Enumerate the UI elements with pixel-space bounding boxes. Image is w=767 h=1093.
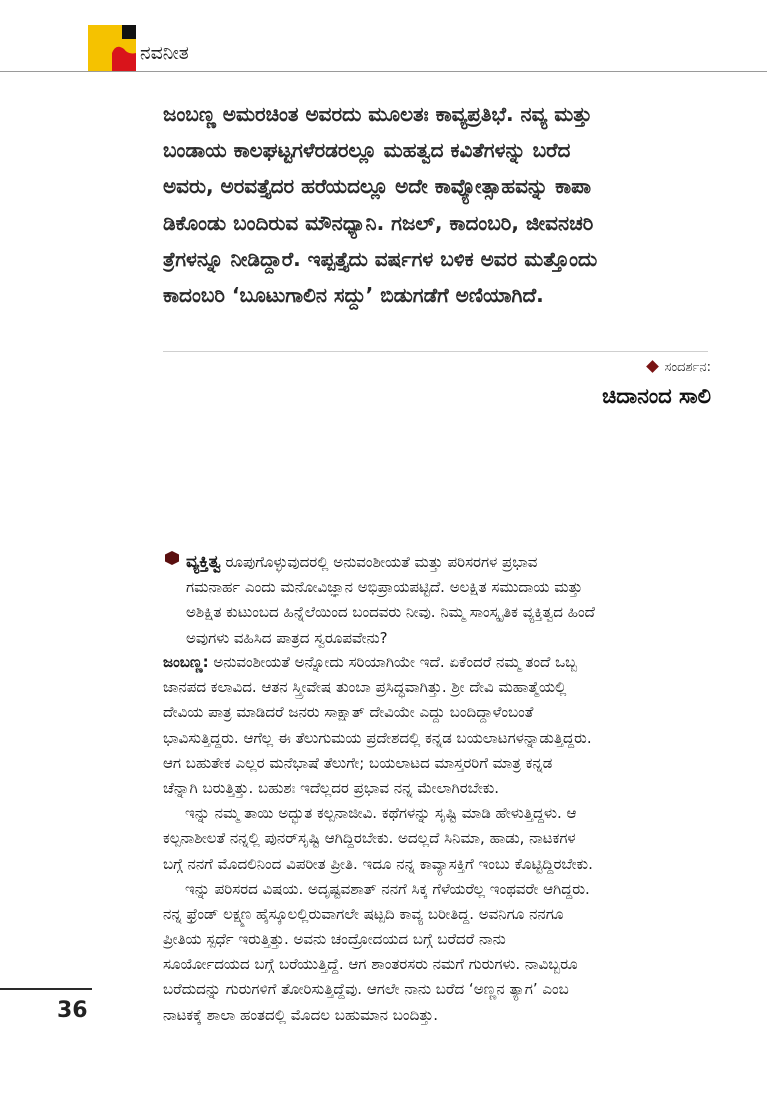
header-rule [0,71,767,72]
answer-line: ಕಲ್ಪನಾಶೀಲತೆ ನನ್ನಲ್ಲಿ ಪುನರ್‌ಸೃಷ್ಟಿ ಆಗಿದ್ದಿರಬೇಕು. ಅದಲ್ಲದೆ ಸಿನಿಮಾ, ಹಾಡು, ನಾಟಕಗಳ [163,829,576,848]
intro-paragraph [163,96,708,313]
answer-line: ನಾಟಕಕ್ಕೆ ಶಾಲಾ ಹಂತದಲ್ಲಿ ಮೊದಲ ಬಹುಮಾನ ಬಂದಿತ್ತು. [163,1005,439,1024]
question-line: ಅಶಿಕ್ಷಿತ ಕುಟುಂಬದ ಹಿನ್ನೆಲೆಯಿಂದ ಬಂದವರು ನೀವು. ನಿಮ್ಮ ಸಾಂಸ್ಕೃತಿಕ ವ್ಯಕ್ತಿತ್ವದ ಹಿಂದೆ [186,603,595,622]
question-line [163,550,708,575]
page-number: 36 [57,998,88,1023]
answer-line: ಸೂರ್ಯೋದಯದ ಬಗ್ಗೆ ಬರೆಯುತ್ತಿದ್ದೆ. ಆಗ ಶಾಂತರಸರು ನಮಗೆ ಗುರುಗಳು. ನಾವಿಬ್ಬರೂ [163,955,578,974]
interview-credit [648,360,711,375]
intro-line: ಬಂಡಾಯ ಕಾಲಘಟ್ಟಗಳೆರಡರಲ್ಲೂ ಮಹತ್ವದ ಕವಿತೆಗಳನ್ನು ಬರೆದ [163,138,571,163]
answer-line: ಪ್ರೀತಿಯ ಸ್ಪರ್ಧೆ ಇರುತ್ತಿತ್ತು. ಅವನು ಚಂದ್ರೋದಯದ ಬಗ್ಗೆ ಬರೆದರೆ ನಾನು [163,930,506,949]
answer-line: ಭಾವಿಸುತ್ತಿದ್ದರು. ಆಗೆಲ್ಲ ಈ ತೆಲುಗುಮಯ ಪ್ರದೇಶದಲ್ಲಿ ಕನ್ನಡ ಬಯಲಾಟಗಳನ್ನಾಡುತ್ತಿದ್ದರು. [163,728,592,747]
magazine-title: ನವನೀತ [140,42,189,64]
question-line-text: ರೂಪುಗೊಳ್ಳುವುದರಲ್ಲಿ ಅನುವಂಶೀಯತೆ ಮತ್ತು ಪರಿಸರಗಳ ಪ್ರಭಾವ [220,553,538,571]
intro-line: ಡಿಕೊಂಡು ಬಂದಿರುವ ಮೌನಧ್ಯಾನಿ. ಗಜಲ್, ಕಾದಂಬರಿ, ಜೀವನಚರಿ [163,210,594,235]
intro-line: ಕಾದಂಬರಿ ‘ಬೂಟುಗಾಲಿನ ಸದ್ದು’ ಬಿಡುಗಡೆಗೆ ಅಣಿಯಾಗಿದೆ. [163,282,544,307]
section-divider [163,351,708,352]
diamond-bullet-icon [647,360,660,373]
answer-line: ದೇವಿಯ ಪಾತ್ರ ಮಾಡಿದರೆ ಜನರು ಸಾಕ್ಷಾತ್ ದೇವಿಯೇ ಎದ್ದು ಬಂದಿದ್ದಾಳೆಂಬಂತೆ [163,703,534,722]
answer-line: ನನ್ನ ಫ್ರೆಂಡ್ ಲಕ್ಷ್ಮಣ ಹೈಸ್ಕೂಲಲ್ಲಿರುವಾಗಲೇ ಷಟ್ಪದಿ ಕಾವ್ಯ ಬರೀತಿದ್ದ. ಅವನಿಗೂ ನನಗೂ [163,904,564,923]
question-line: ಅವುಗಳು ವಹಿಸಿದ ಪಾತ್ರದ ಸ್ವರೂಪವೇನು? [186,628,388,647]
answer-line [163,650,708,675]
answer-line: ಬಗ್ಗೆ ನನಗೆ ಮೊದಲಿನಿಂದ ವಿಪರೀತ ಪ್ರೀತಿ. ಇದೂ ನನ್ನ ಕಾವ್ಯಾಸಕ್ತಿಗೆ ಇಂಬು ಕೊಟ್ಟಿದ್ದಿರಬೇಕು. [163,854,593,873]
answer-line: ಇನ್ನು ನಮ್ಮ ತಾಯಿ ಅದ್ಭುತ ಕಲ್ಪನಾಜೀವಿ. ಕಥೆಗಳನ್ನು ಸೃಷ್ಟಿ ಮಾಡಿ ಹೇಳುತ್ತಿದ್ದಳು. ಆ [185,804,577,823]
answer-line: ಆಗ ಬಹುತೇಕ ಎಲ್ಲರ ಮನೆಭಾಷೆ ತೆಲುಗೇ; ಬಯಲಾಟದ ಮಾಸ್ತರರಿಗೆ ಮಾತ್ರ ಕನ್ನಡ [163,753,553,772]
answer-line: ಬರೆದುದನ್ನು ಗುರುಗಳಿಗೆ ತೋರಿಸುತ್ತಿದ್ದೆವು. ಆಗಲೇ ನಾನು ಬರೆದ ‘ಅಣ್ಣನ ತ್ಯಾಗ’ ಎಂಬ [163,980,569,999]
interviewer-name: ಚಿದಾನಂದ ಸಾಲಿ [602,384,711,408]
question-lead-word: ವ್ಯಕ್ತಿತ್ವ [186,552,221,572]
interview-label: ಸಂದರ್ಶನ: [664,360,711,375]
magazine-logo [88,25,136,71]
intro-line: ತ್ರೆಗಳನ್ನೂ ನೀಡಿದ್ದಾರೆ. ಇಪ್ಪತ್ತೈದು ವರ್ಷಗಳ ಬಳಿಕ ಅವರ ಮತ್ತೊಂದು [163,246,598,271]
interview-question [163,550,708,651]
interview-answer [163,650,708,1028]
page-number-rule [0,988,92,990]
question-line: ಗಮನಾರ್ಹ ಎಂದು ಮನೋವಿಜ್ಞಾನ ಅಭಿಪ್ರಾಯಪಟ್ಟಿದೆ. ಅಲಕ್ಷಿತ ಸಮುದಾಯ ಮತ್ತು [186,578,583,597]
intro-line: ಅವರು, ಅರವತ್ತೈದರ ಹರೆಯದಲ್ಲೂ ಅದೇ ಕಾವ್ಯೋತ್ಸಾಹವನ್ನು ಕಾಪಾ [163,174,592,199]
answer-line: ಇನ್ನು ಪರಿಸರದ ವಿಷಯ. ಅದೃಷ್ಟವಶಾತ್ ನನಗೆ ಸಿಕ್ಕ ಗೆಳೆಯರೆಲ್ಲ ಇಂಥವರೇ ಆಗಿದ್ದರು. [185,879,590,898]
answer-line-text: ಅನುವಂಶೀಯತೆ ಅನ್ನೋದು ಸರಿಯಾಗಿಯೇ ಇದೆ. ಏಕೆಂದರೆ ನಮ್ಮ ತಂದೆ ಒಬ್ಬ [208,653,578,671]
answer-line: ಜಾನಪದ ಕಲಾವಿದ. ಆತನ ಸ್ತ್ರೀವೇಷ ತುಂಬಾ ಪ್ರಸಿದ್ಧವಾಗಿತ್ತು. ಶ್ರೀ ದೇವಿ ಮಹಾತ್ಮೆಯಲ್ಲಿ [163,678,567,697]
answer-speaker: ಜಂಬಣ್ಣ: [163,653,209,671]
answer-line: ಚೆನ್ನಾಗಿ ಬರುತ್ತಿತ್ತು. ಬಹುಶಃ ಇದೆಲ್ಲದರ ಪ್ರಭಾವ ನನ್ನ ಮೇಲಾಗಿರಬೇಕು. [163,778,500,797]
intro-line: ಜಂಬಣ್ಣ ಅಮರಚಿಂತ ಅವರದು ಮೂಲತಃ ಕಾವ್ಯಪ್ರತಿಭೆ. ನವ್ಯ ಮತ್ತು [163,102,592,126]
logo-black-corner [122,25,136,39]
